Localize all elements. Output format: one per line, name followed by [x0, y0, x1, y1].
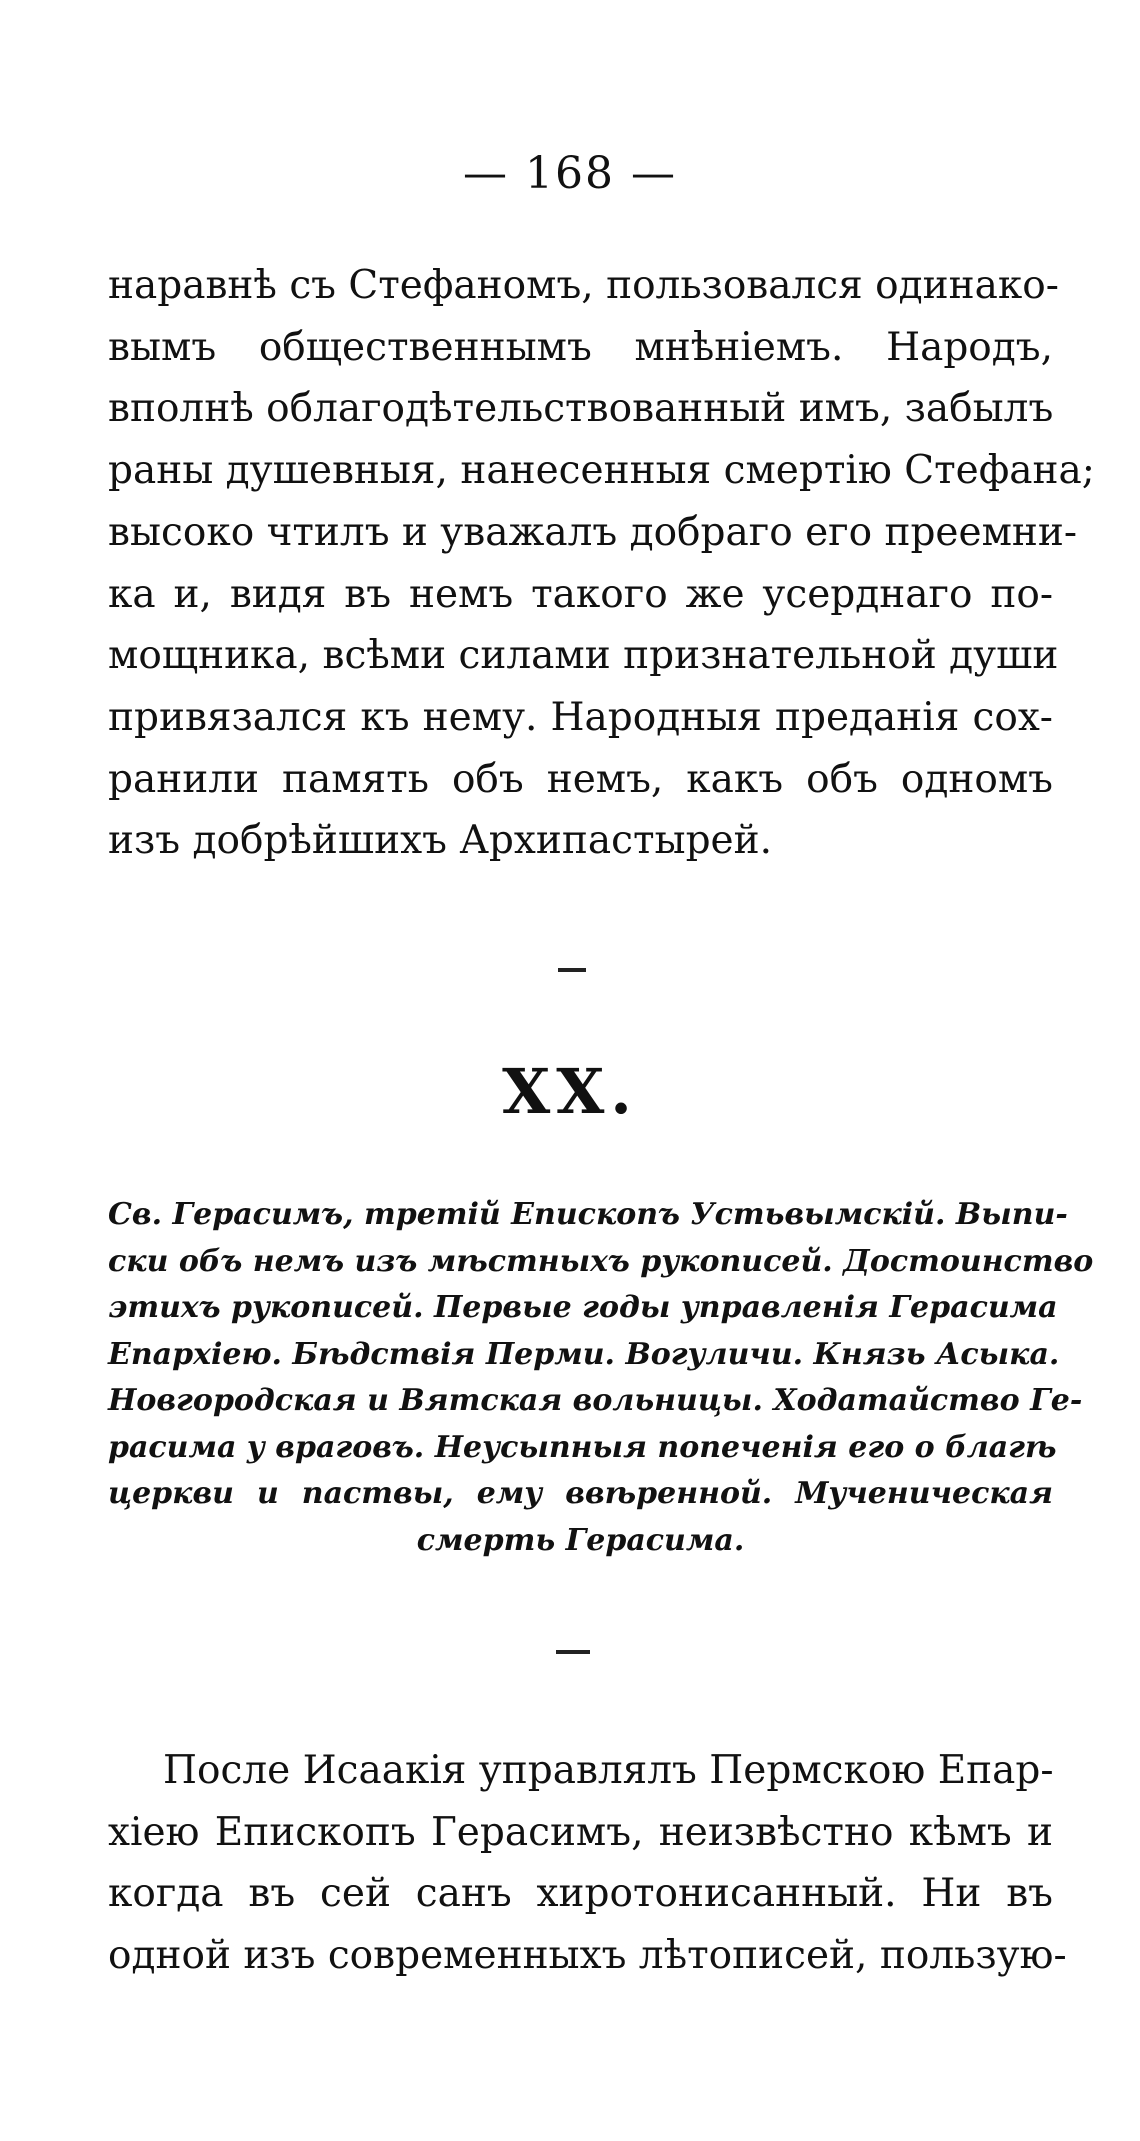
summary-line: Св. Герасимъ, третій Епископъ Устьвымскій. Выпи-: [108, 1197, 1068, 1232]
text-line: ка и, видя въ немъ такого же усерднаго по-: [108, 571, 1053, 617]
summary-line: Новгородская и Вятская вольницы. Ходатайство Ге-: [108, 1383, 1083, 1418]
text-line: вполнѣ облагодѣтельствованный имъ, забылъ: [108, 386, 1054, 432]
text-line: вымъ общественнымъ мнѣніемъ. Народъ,: [108, 324, 1053, 370]
text-line: когда въ сей санъ хиротонисанный. Ни въ: [108, 1871, 1053, 1917]
section-divider: [556, 1650, 590, 1654]
paragraph-continued: [108, 255, 1095, 872]
summary-line: этихъ рукописей. Первые годы управленія Герасима: [108, 1290, 1058, 1325]
text-line: привязался къ нему. Народныя преданія сох-: [108, 694, 1053, 740]
summary-line: смерть Герасима.: [416, 1522, 745, 1558]
text-line: высоко чтилъ и уважалъ добраго его преемни-: [108, 509, 1078, 555]
text-line: хіею Епископъ Герасимъ, неизвѣстно кѣмъ и: [108, 1809, 1053, 1855]
text-line: раны душевныя, нанесенныя смертію Стефана;: [108, 448, 1095, 494]
summary-line: церкви и паствы, ему ввѣренной. Мученическая: [108, 1476, 1053, 1511]
text-line: После Исаакія управлялъ Пермскою Епар-: [163, 1748, 1054, 1793]
text-line: одной изъ современныхъ лѣтописей, пользую-: [108, 1933, 1067, 1979]
paragraph-opening: [108, 1740, 1067, 1987]
chapter-summary: [108, 1192, 1094, 1564]
summary-line: расима у враговъ. Неусыпныя попеченія его о благѣ: [108, 1429, 1057, 1465]
text-line: наравнѣ съ Стефаномъ, пользовался одинако-: [108, 263, 1059, 308]
page-number: — 168 —: [463, 148, 677, 199]
section-divider: [558, 968, 586, 972]
text-line: мощника, всѣми силами признательной души: [108, 633, 1059, 679]
summary-line: Епархіею. Бѣдствія Перми. Вогуличи. Князь Асыка.: [108, 1336, 1060, 1372]
chapter-number: XX.: [502, 1055, 638, 1128]
summary-line: ски объ немъ изъ мѣстныхъ рукописей. Достоинство: [108, 1243, 1094, 1279]
text-line: изъ добрѣйшихъ Архипастырей.: [108, 818, 773, 864]
text-line: ранили память объ немъ, какъ объ одномъ: [108, 756, 1053, 802]
